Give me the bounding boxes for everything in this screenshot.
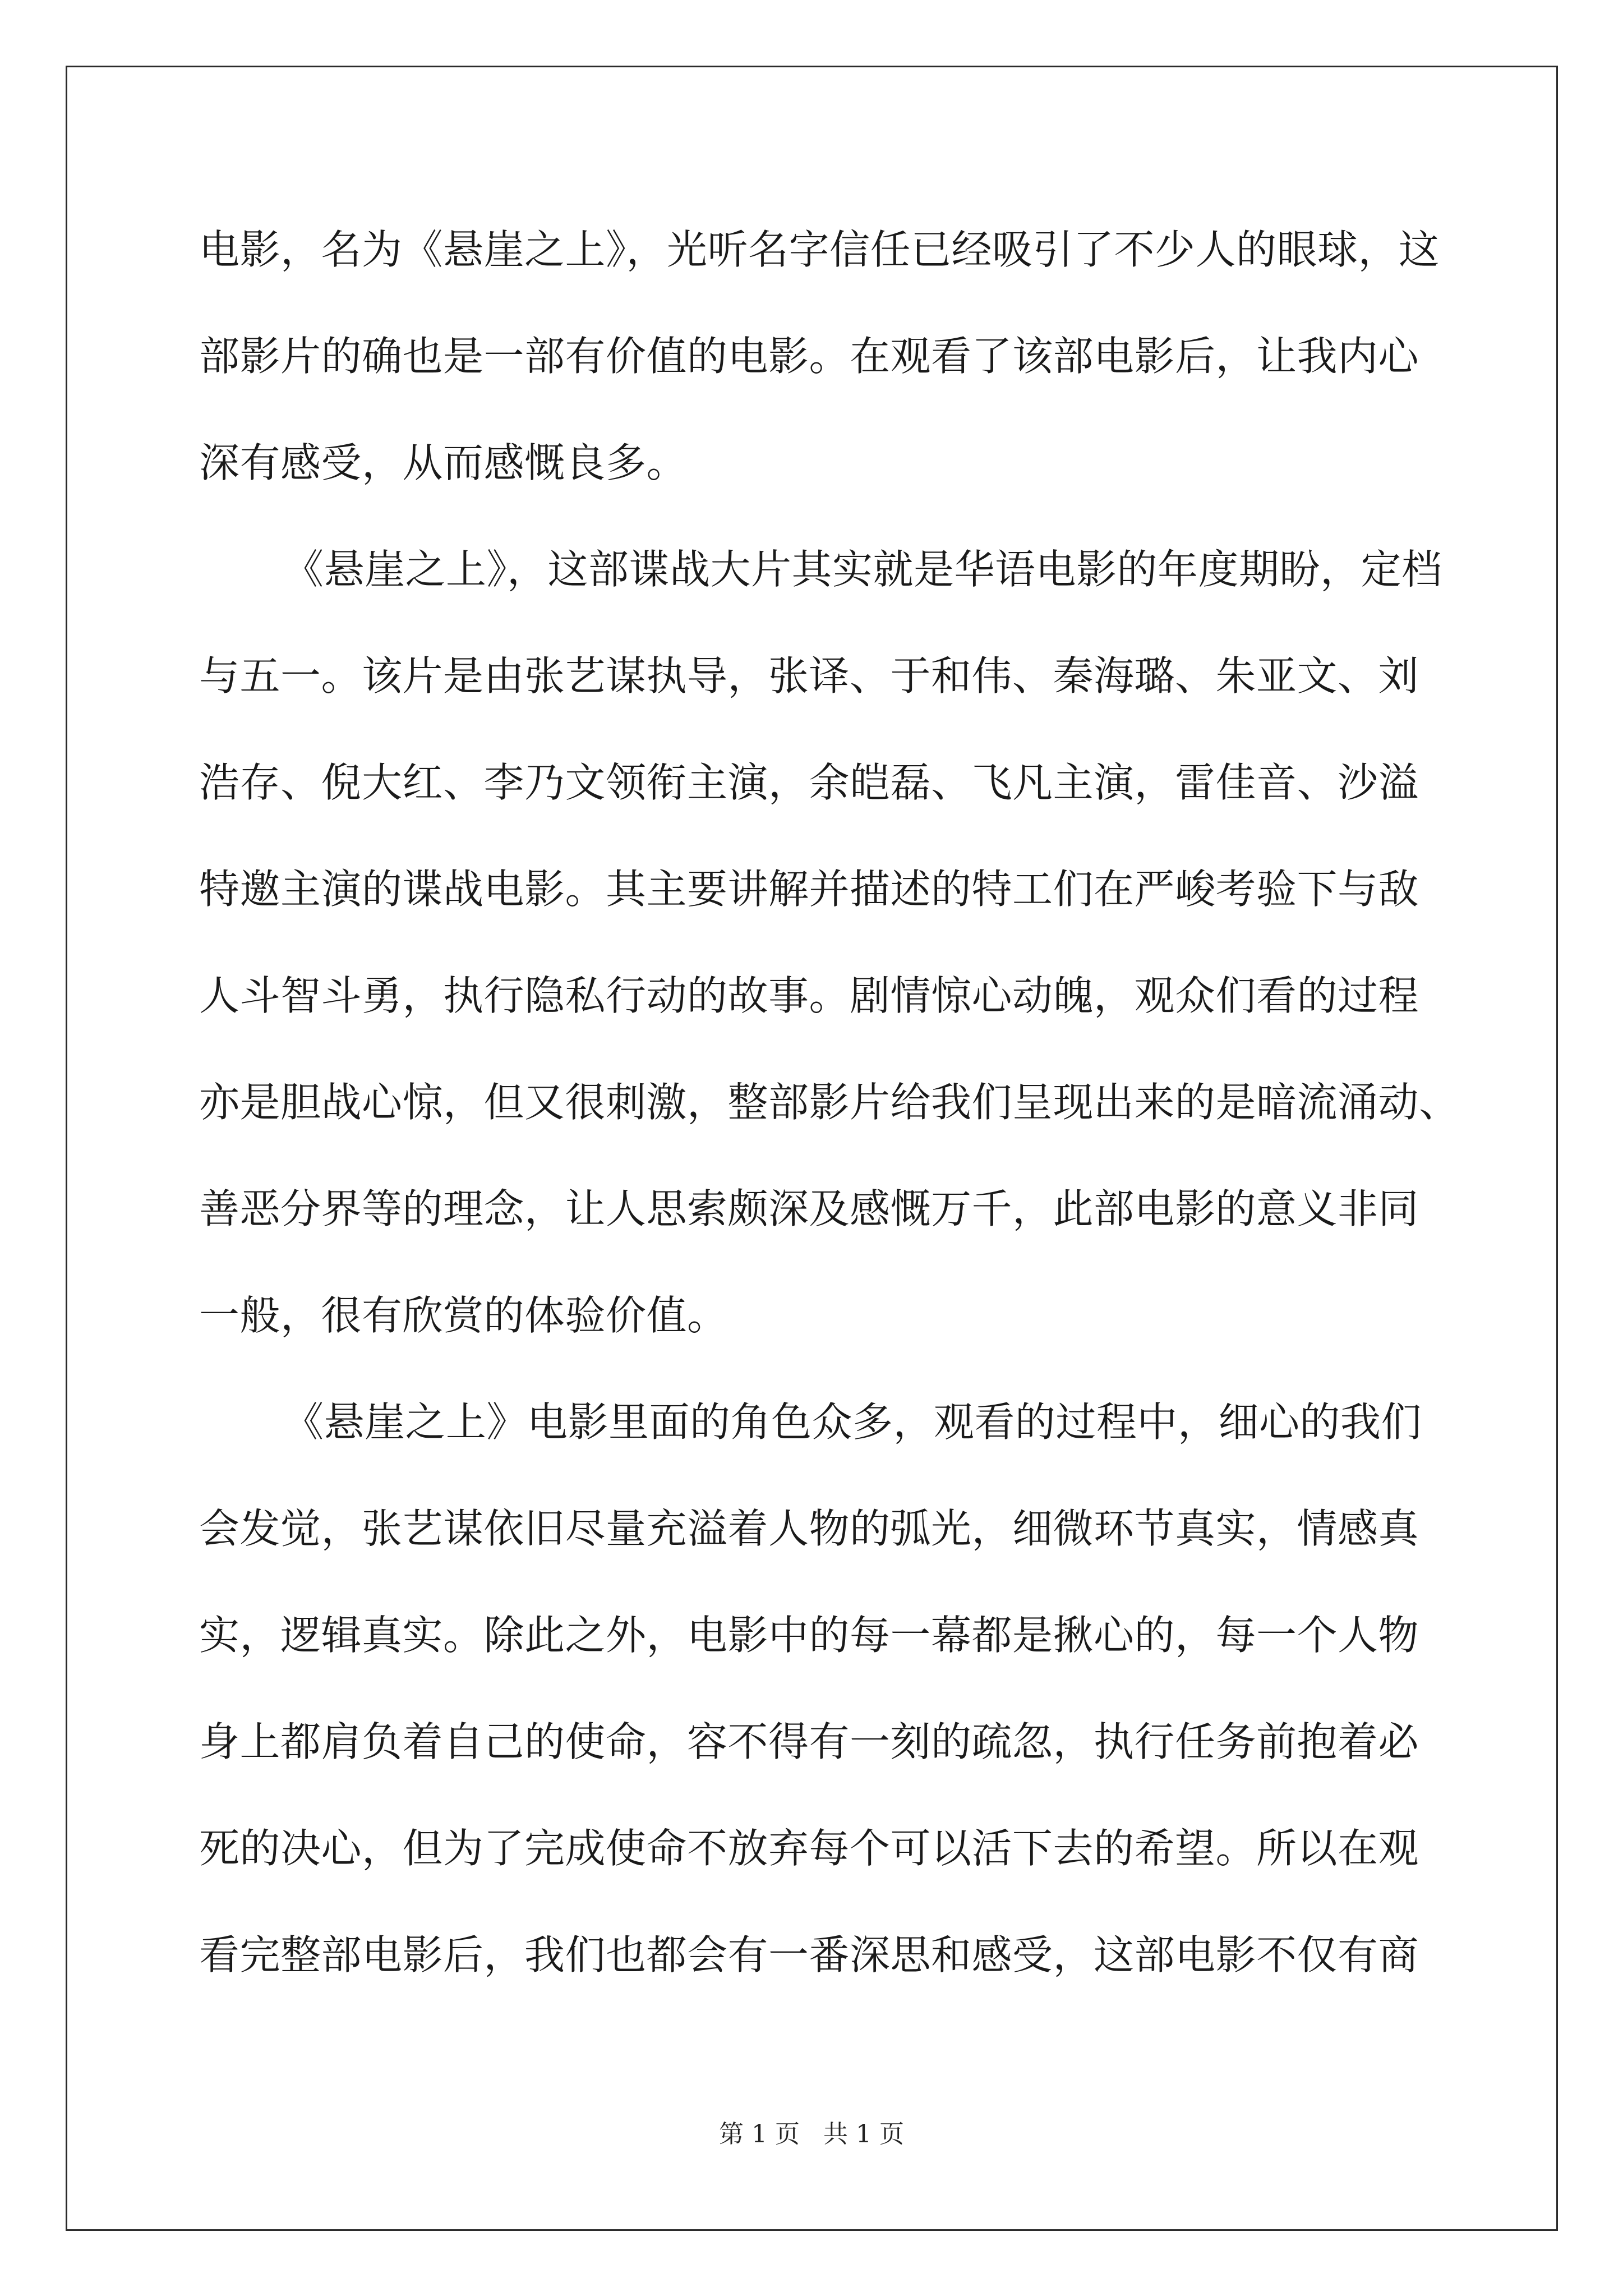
page-number-footer: 第 1 页 共 1 页 — [719, 2120, 904, 2148]
text-line: 与五一。该片是由张艺谋执导，张译、于和伟、秦海璐、朱亚文、刘 — [199, 652, 1419, 700]
text-line: 死的决心，但为了完成使命不放弃每个可以活下去的希望。所以在观 — [199, 1825, 1419, 1872]
text-line: 身上都肩负着自己的使命，容不得有一刻的疏忽，执行任务前抱着必 — [199, 1718, 1419, 1765]
text-line: 会发觉，张艺谋依旧尽量充溢着人物的弧光，细微环节真实，情感真 — [199, 1505, 1419, 1552]
paragraph-start-line: 《悬崖之上》电影里面的角色众多，观看的过程中，细心的我们 — [283, 1398, 1422, 1446]
text-line: 深有感受，从而感慨良多。 — [199, 439, 688, 486]
text-line: 亦是胆战心惊，但又很刺激，整部影片给我们呈现出来的是暗流涌动、 — [199, 1079, 1460, 1126]
text-line: 特邀主演的谍战电影。其主要讲解并描述的特工们在严峻考验下与敌 — [199, 866, 1419, 913]
document-body — [199, 222, 1460, 2033]
text-line: 人斗智斗勇，执行隐私行动的故事。剧情惊心动魄，观众们看的过程 — [199, 972, 1419, 1019]
text-line: 一般，很有欣赏的体验价值。 — [199, 1292, 728, 1339]
paragraph-start-line: 《悬崖之上》，这部谍战大片其实就是华语电影的年度期盼，定档 — [283, 546, 1442, 593]
text-line: 善恶分界等的理念，让人思索颇深及感慨万千，此部电影的意义非同 — [199, 1185, 1419, 1232]
text-line: 电影，名为《悬崖之上》，光听名字信任已经吸引了不少人的眼球，这 — [199, 226, 1440, 273]
text-line: 浩存、倪大红、李乃文领衔主演，余皑磊、飞凡主演，雷佳音、沙溢 — [199, 759, 1419, 806]
text-line: 看完整部电影后，我们也都会有一番深思和感受，这部电影不仅有商 — [199, 1931, 1419, 1978]
text-line: 部影片的确也是一部有价值的电影。在观看了该部电影后，让我内心 — [199, 333, 1419, 380]
text-line: 实，逻辑真实。除此之外，电影中的每一幕都是揪心的，每一个人物 — [199, 1612, 1419, 1659]
